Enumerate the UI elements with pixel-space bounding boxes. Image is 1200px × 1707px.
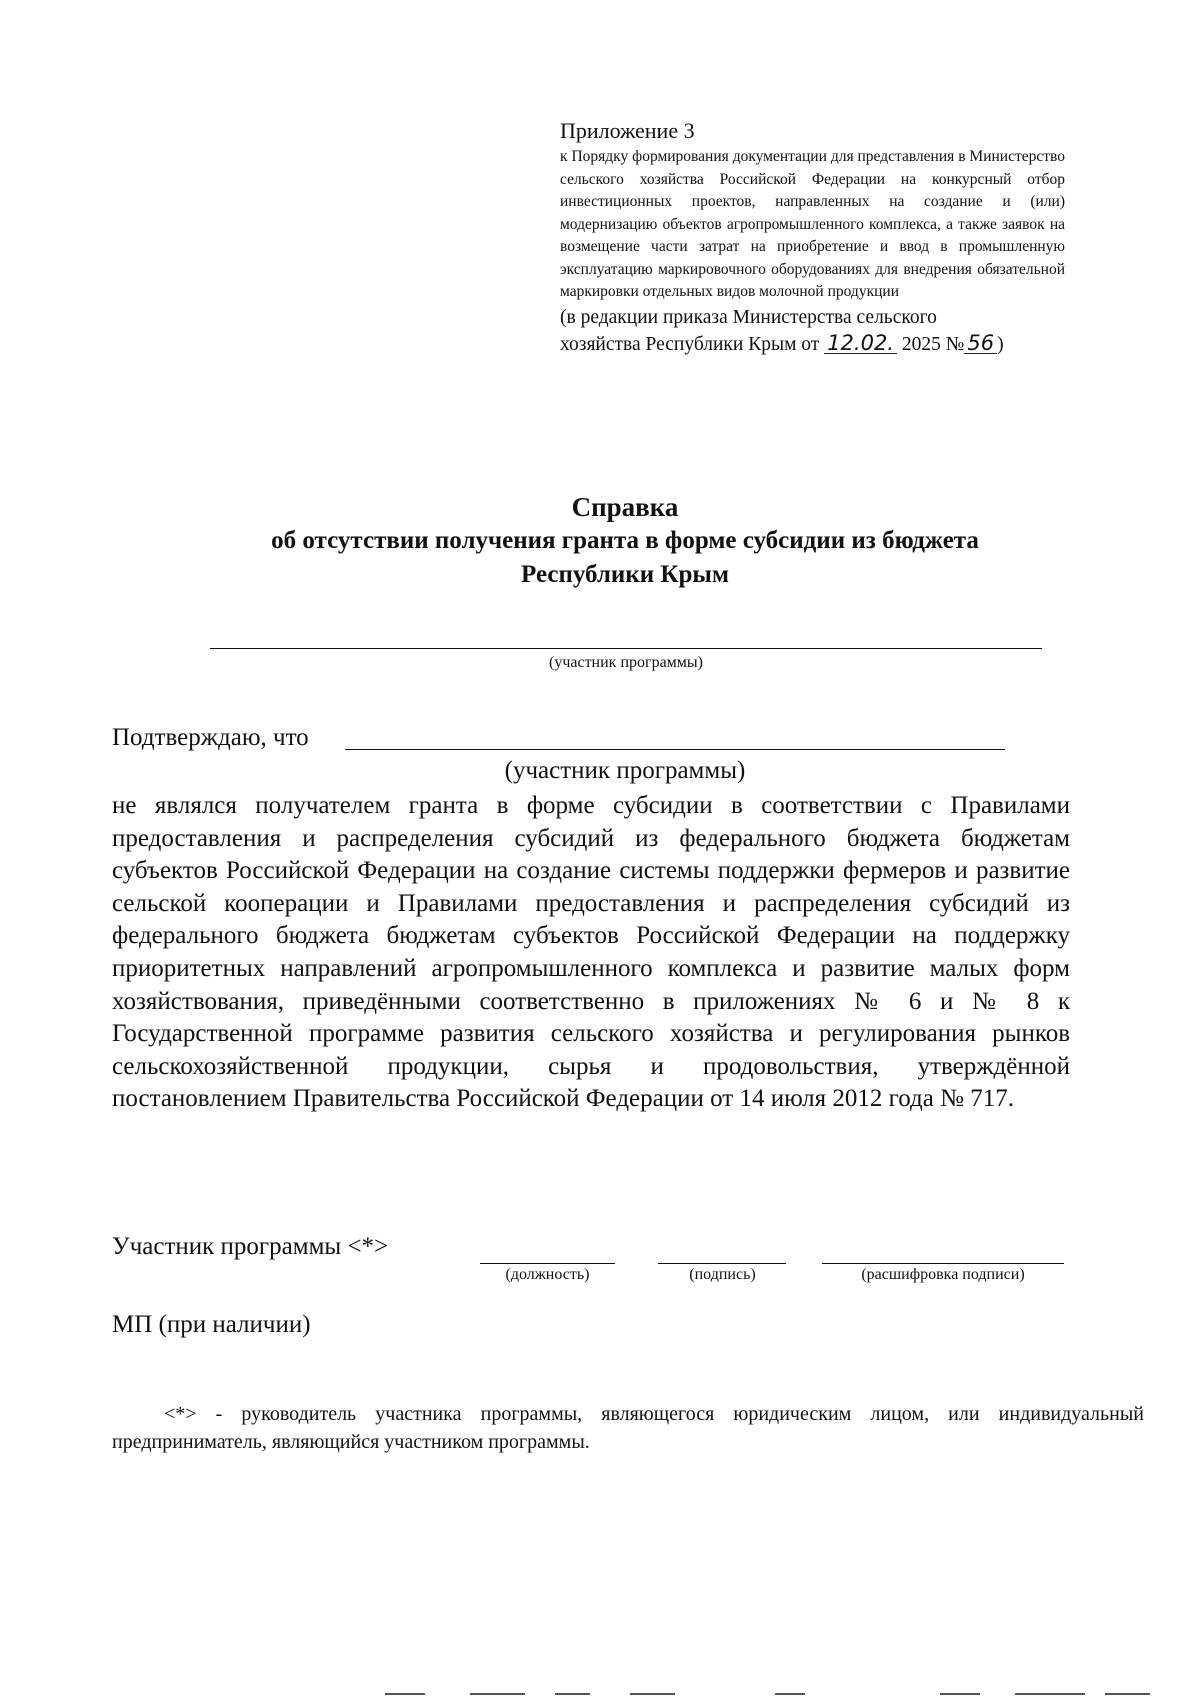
body-paragraph: не являлся получателем гранта в форме субсидии в соответствии с Правилами предоставления и распределения субсидий из федерального бюджета бюджетам субъектов Российской Федерации на создание системы поддержки фермеров и развитие сельской кооперации и Правилами предоставления и распределения субсидий из федерального бюджета бюджетам субъектов Российской Федерации на поддержку приоритетных направлений агропромышленного комплекса и развитие малых форм хозяйствования, приведёнными соответственно в приложениях № 6 и № 8 к Государственной программе развития сельского хозяйства и регулирования рынков сельскохозяйственной продукции, сырья и продовольствия, утверждённой постановлением Правительства Российской Федерации от 14 июля 2012 года № 717. <box>112 792 1070 1113</box>
signature-label: Участник программы <*> <box>112 1233 389 1260</box>
handwritten-number: 56 <box>964 333 997 354</box>
document-title <box>120 490 1130 592</box>
scan-artifact <box>1105 1693 1150 1695</box>
signature-field-line[interactable] <box>658 1263 786 1264</box>
scan-artifact <box>385 1693 425 1695</box>
appendix-description: к Порядку формирования документации для представления в Министерство сельского хозяйства Российской Федерации на конкурсный отбор инвестиционных проектов, направленных на создание и (или) модернизацию объектов агропромышленного комплекса, а также заявок на возмещение части затрат на приобретение и ввод в промышленную эксплуатацию маркировочного оборудованиях для внедрения обязательной маркировки отдельных видов молочной продукции <box>560 148 1065 300</box>
footnote: <*> - руководитель участника программы, являющегося юридическим лицом, или индивидуальный предприниматель, являющийся участником программы. <box>112 1403 1144 1453</box>
edition-line1: (в редакции приказа Министерства сельского <box>560 306 937 328</box>
scan-artifact <box>555 1693 590 1695</box>
confirm-participant-line[interactable] <box>345 749 1005 750</box>
confirm-participant-caption: (участник программы) <box>504 757 746 784</box>
appendix-header <box>560 118 1065 358</box>
position-caption: (должность) <box>505 1266 590 1283</box>
confirm-label: Подтверждаю, что <box>112 724 309 751</box>
handwritten-date: 12.02. <box>824 333 897 354</box>
appendix-title: Приложение 3 <box>560 118 695 143</box>
edition-line2-prefix: хозяйства Республики Крым от <box>560 333 820 355</box>
position-field-line[interactable] <box>480 1263 615 1264</box>
edition-close: ) <box>997 333 1004 355</box>
scan-artifact <box>775 1693 805 1695</box>
participant-name-caption: (участник программы) <box>548 654 704 671</box>
scan-artifact <box>630 1693 675 1695</box>
stamp-label: МП (при наличии) <box>112 1311 311 1338</box>
decoding-field-line[interactable] <box>822 1263 1064 1264</box>
participant-name-line[interactable] <box>210 648 1042 649</box>
edition-year: 2025 № <box>901 333 965 355</box>
title-main: Справка <box>571 492 679 522</box>
title-line2: об отсутствии получения гранта в форме субсидии из бюджета <box>271 527 979 554</box>
decoding-caption: (расшифровка подписи) <box>861 1266 1025 1283</box>
title-line3: Республики Крым <box>521 561 729 588</box>
edition-line2 <box>560 331 1065 358</box>
scan-artifact <box>940 1693 980 1695</box>
scan-artifact <box>470 1693 525 1695</box>
scan-artifact <box>1015 1693 1085 1695</box>
signature-caption: (подпись) <box>689 1266 756 1283</box>
